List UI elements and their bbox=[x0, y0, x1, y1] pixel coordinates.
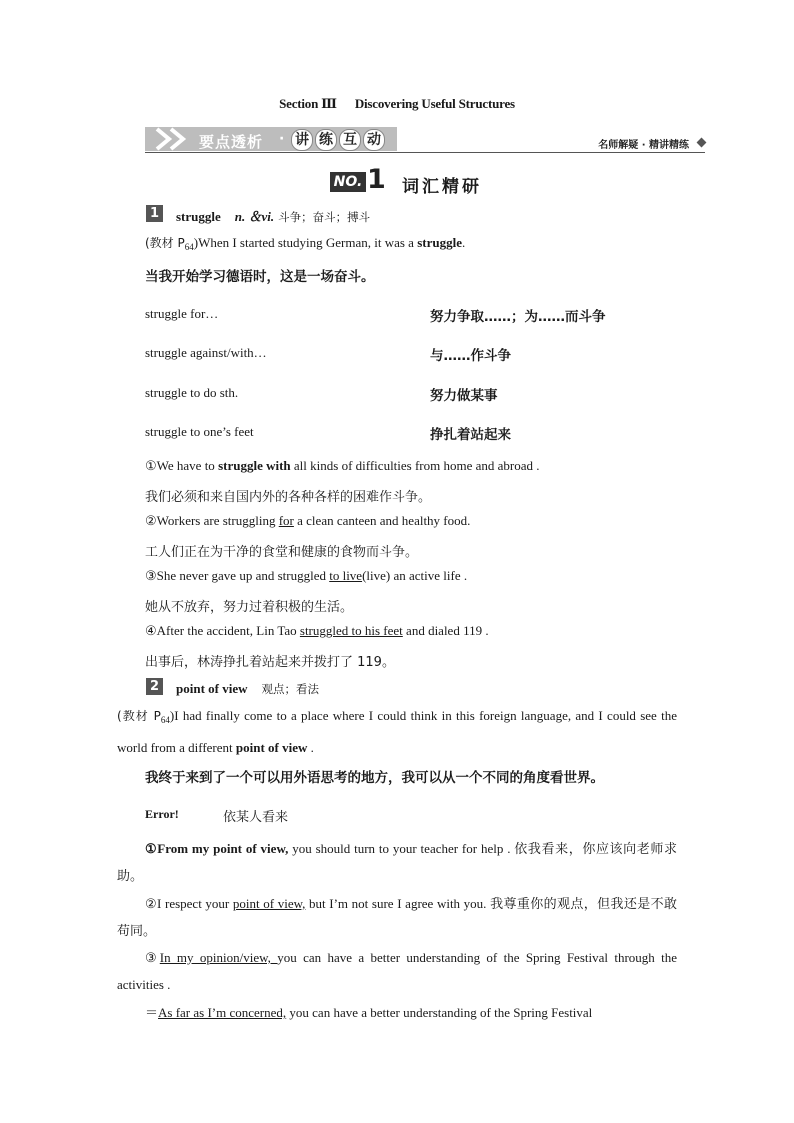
entry-point-of-view bbox=[176, 681, 319, 697]
example-4-translation: 出事后，林涛挣扎着站起来并拨打了 119。 bbox=[145, 655, 395, 670]
source-sentence-2 bbox=[117, 702, 677, 761]
src-prefix: (教材 P bbox=[145, 236, 185, 250]
phrase-en-1: struggle for… bbox=[145, 306, 219, 321]
item-number-1: 1 bbox=[146, 205, 163, 222]
error-label: Error! bbox=[145, 807, 179, 821]
source-translation-2: 我终于来到了一个可以用外语思考的地方，我可以从一个不同的角度看世界。 bbox=[145, 770, 604, 786]
src-page: 64 bbox=[160, 715, 170, 725]
src-text: )When I started studying German, it was a bbox=[193, 235, 418, 250]
double-chevron-icon bbox=[153, 127, 195, 151]
example-text: and dialed 119 . bbox=[402, 623, 489, 638]
example-answer: struggled to his feet bbox=[299, 623, 403, 638]
entry-meaning: 斗争；奋斗；搏斗 bbox=[278, 210, 371, 224]
example-text: (live) an active life . bbox=[362, 568, 468, 583]
banner-title: 要点透析 bbox=[199, 133, 264, 151]
item-number-2: 2 bbox=[146, 678, 163, 695]
badge-num: 1 bbox=[367, 164, 386, 195]
phrase-en-3: struggle to do sth. bbox=[145, 385, 239, 400]
src-end: . bbox=[307, 740, 314, 755]
example-text: ③ bbox=[145, 950, 160, 965]
banner-chip-1: 讲 bbox=[291, 129, 313, 151]
phrase-en-2: struggle against/with… bbox=[145, 345, 267, 360]
section-number-badge bbox=[330, 164, 386, 195]
example-2 bbox=[145, 513, 470, 529]
banner-chip-3: 互 bbox=[339, 129, 361, 151]
section-banner bbox=[145, 125, 705, 155]
example-text: ④After the accident, Lin Tao bbox=[145, 623, 300, 638]
example-2-translation: 工人们正在为干净的食堂和健康的食物而斗争。 bbox=[145, 545, 419, 560]
example-4 bbox=[145, 623, 489, 639]
entry-pos: n. ＆vi. bbox=[234, 209, 275, 224]
example-1-translation: 我们必须和来自国内外的各种各样的困难作斗争。 bbox=[145, 490, 432, 505]
src-keyword: point of view bbox=[235, 740, 308, 755]
example-5 bbox=[117, 835, 677, 889]
src-text: )I had finally come to a place where I could think in this foreign language, and I could see the world from a different bbox=[117, 708, 677, 755]
example-3 bbox=[145, 568, 467, 584]
example-text: ①We have to bbox=[145, 458, 219, 473]
diamond-icon bbox=[697, 138, 707, 148]
example-text: ②Workers are struggling bbox=[145, 513, 279, 528]
example-text: all kinds of difficulties from home and abroad . bbox=[290, 458, 540, 473]
banner-right-label: 名师解疑 · 精讲精练 bbox=[598, 140, 689, 151]
section-heading: 词汇精研 bbox=[402, 177, 482, 197]
entry-struggle bbox=[176, 206, 370, 225]
entry-meaning: 观点；看法 bbox=[261, 682, 319, 696]
example-text: you can have a better understanding of the Spring Festival through the activities . bbox=[117, 950, 678, 992]
phrase-zh-1: 努力争取……；为……而斗争 bbox=[430, 309, 606, 325]
src-keyword: struggle bbox=[417, 235, 462, 250]
example-answer: to live bbox=[329, 568, 363, 583]
src-prefix: (教材 P bbox=[117, 709, 161, 723]
page-title bbox=[0, 96, 794, 112]
example-key: ①From my point of view, bbox=[145, 841, 289, 856]
example-7 bbox=[117, 944, 677, 998]
example-text: ＝ bbox=[145, 1005, 159, 1020]
example-8 bbox=[117, 999, 677, 1026]
banner-chip-4: 动 bbox=[363, 129, 385, 151]
badge-no: NO. bbox=[330, 172, 366, 192]
error-meaning: 依某人看来 bbox=[223, 810, 289, 825]
example-answer: As far as I’m concerned, bbox=[158, 1005, 287, 1020]
example-text: you can have a better understanding of the Spring Festival bbox=[286, 1005, 593, 1020]
example-text: you should turn to your teacher for help . 依我看来，你应该向老师求助。 bbox=[117, 841, 677, 883]
phrase-en-4: struggle to one’s feet bbox=[145, 424, 254, 439]
example-text: ②I respect your bbox=[145, 896, 233, 911]
title-text: Discovering Useful Structures bbox=[354, 96, 515, 111]
example-text: ③She never gave up and struggled bbox=[145, 568, 330, 583]
banner-dot: · bbox=[279, 131, 285, 147]
example-3-translation: 她从不放弃，努力过着积极的生活。 bbox=[145, 600, 354, 615]
entry-word: struggle bbox=[176, 209, 221, 224]
example-1 bbox=[145, 458, 540, 474]
title-section: Section Ⅲ bbox=[279, 96, 337, 111]
example-text: a clean canteen and healthy food. bbox=[293, 513, 471, 528]
example-answer: In my opinion/view, bbox=[159, 950, 278, 965]
phrase-zh-4: 挣扎着站起来 bbox=[430, 427, 511, 443]
banner-chip-2: 练 bbox=[315, 129, 337, 151]
example-answer: for bbox=[278, 513, 294, 528]
example-answer: point of view, bbox=[232, 896, 306, 911]
example-key: struggle with bbox=[218, 458, 291, 473]
source-sentence-1 bbox=[145, 234, 465, 252]
banner-rule bbox=[145, 152, 705, 153]
source-translation-1: 当我开始学习德语时，这是一场奋斗。 bbox=[145, 269, 375, 285]
phrase-zh-2: 与……作斗争 bbox=[430, 348, 511, 364]
entry-word: point of view bbox=[176, 681, 248, 696]
src-end: . bbox=[461, 235, 466, 250]
phrase-zh-3: 努力做某事 bbox=[430, 388, 498, 404]
example-text: but I’m not sure I agree with you. 我尊重你的观点，但我还是不敢苟同。 bbox=[117, 896, 678, 938]
src-page: 64 bbox=[184, 242, 194, 252]
example-6 bbox=[117, 890, 677, 944]
